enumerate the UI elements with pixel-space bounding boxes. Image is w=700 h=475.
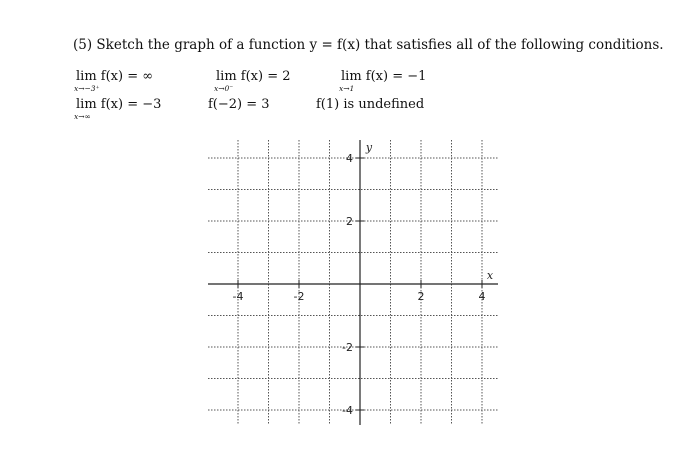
- x-tick-label: 4: [478, 290, 486, 303]
- y-tick-label: -2: [342, 341, 353, 354]
- condition-expression: lim f(x) = 2: [216, 69, 291, 84]
- grid-lines: [208, 140, 498, 425]
- y-tick-label: 2: [346, 215, 353, 228]
- condition-expression: lim f(x) = −3: [76, 97, 162, 112]
- condition-expression: lim f(x) = −1: [341, 69, 427, 84]
- condition-subscript: x→0⁻: [214, 84, 234, 93]
- problem-number: (5): [73, 37, 93, 53]
- x-tick-label: -4: [232, 290, 244, 303]
- y-axis-label: y: [365, 141, 373, 154]
- y-tick-label: -4: [342, 404, 353, 417]
- condition-subscript: x→−3⁺: [74, 84, 100, 93]
- axes: [208, 140, 498, 425]
- condition-expression: f(1) is undefined: [316, 97, 425, 112]
- condition-subscript: x→∞: [74, 112, 91, 121]
- condition-subscript: x→1: [339, 84, 355, 93]
- y-tick-label: 4: [346, 152, 353, 165]
- x-tick-label: 2: [417, 290, 425, 303]
- x-axis-label: x: [486, 269, 494, 282]
- condition-expression: f(−2) = 3: [208, 97, 270, 112]
- tick-labels: [233, 141, 494, 417]
- condition-expression: lim f(x) = ∞: [76, 69, 154, 84]
- x-tick-label: -2: [293, 290, 305, 303]
- problem-text: Sketch the graph of a function y = f(x) that satisfies all of the following conditions.: [96, 37, 664, 53]
